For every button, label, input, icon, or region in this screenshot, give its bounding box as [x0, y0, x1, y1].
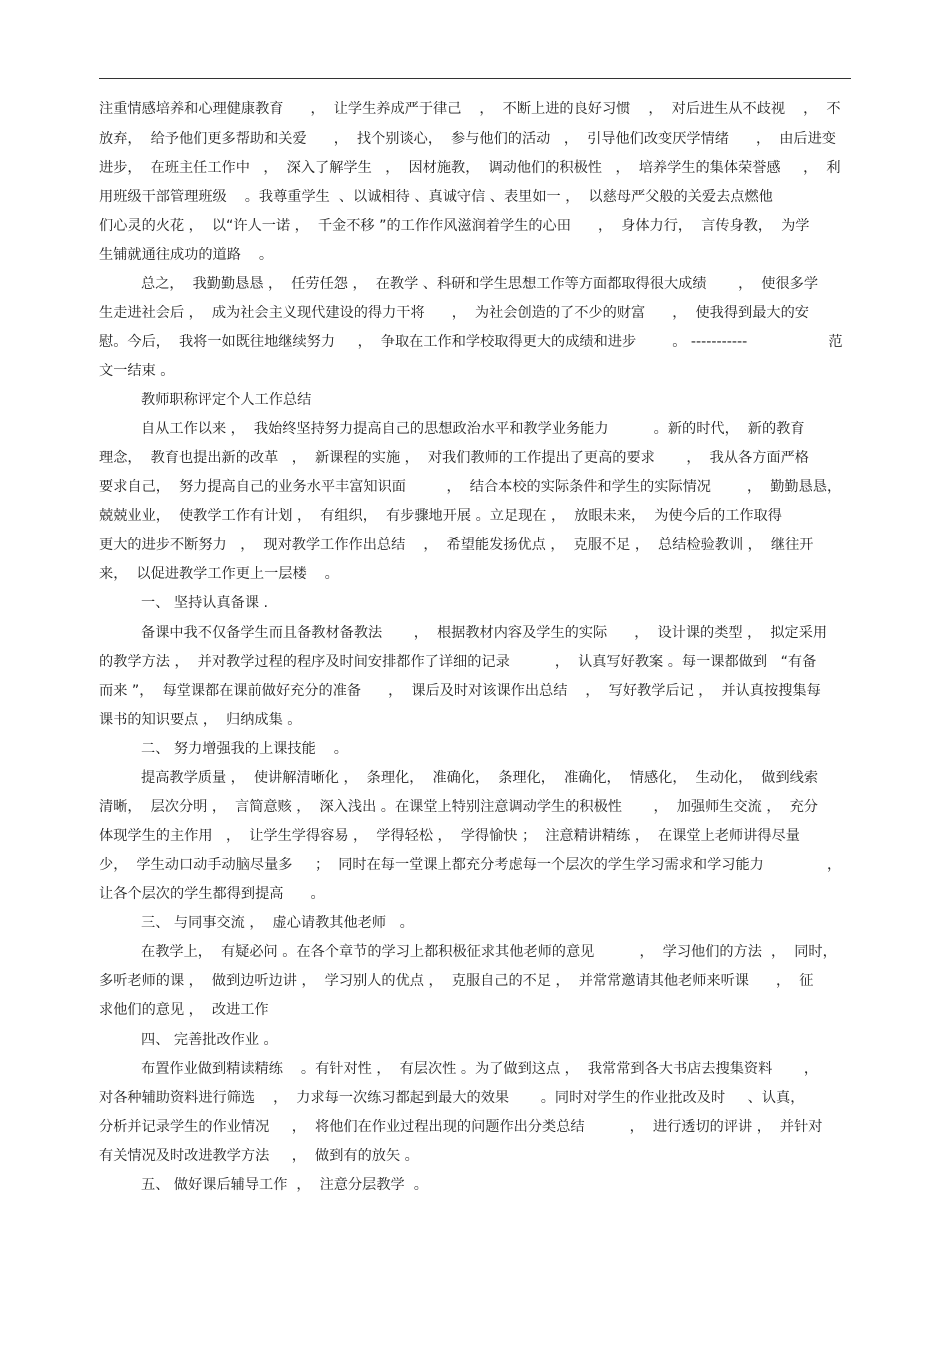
text-line: 五、 做好课后辅导工作 ， 注意分层教学 。 [141, 1177, 428, 1193]
text-line: 教师职称评定个人工作总结 [141, 392, 312, 408]
text-line: 备课中我不仅备学生而且备教材备教法 ， 根据教材内容及学生的实际 ， 设计课的类型 ， 拟定采用 [141, 625, 828, 641]
text-line: 三、 与同事交流 ， 虚心请教其他老师 。 [141, 915, 414, 931]
text-line: 对各种辅助资料进行筛选 ， 力求每一次练习都起到最大的效果 。同时对学生的作业批改及时 、认真， [99, 1090, 805, 1106]
text-line: 生走进社会后 ， 成为社会主义现代建设的得力干将 ， 为社会创造的了不少的财富 ， 使我得到最大的安 [99, 305, 809, 321]
text-line: 用班级干部管理班级 。我尊重学生 、以诚相待 、真诚守信 、表里如一 ， 以慈母严父般的关爱去点燃他 [99, 189, 773, 205]
text-line: 放弃， 给予他们更多帮助和关爱 ， 找个别谈心， 参与他们的活动 ， 引导他们改变厌学情绪 ， 由后进变 [99, 131, 836, 147]
text-line: 注重情感培养和心理健康教育 ， 让学生养成严于律己 ， 不断上进的良好习惯 ， 对后进生从不歧视 ， 不 [99, 101, 841, 117]
text-line: 分析并记录学生的作业情况 ， 将他们在作业过程出现的问题作出分类总结 ， 进行透切的评讲 ， 并针对 [99, 1119, 823, 1135]
text-line: 进步， 在班主任工作中 ， 深入了解学生 ， 因材施教， 调动他们的积极性 ， 培养学生的集体荣誉感 ， 利 [99, 160, 841, 176]
text-line: 布置作业做到精读精练 。有针对性 ， 有层次性 。为了做到这点 ， 我常常到各大书店去搜集资料 ， [141, 1061, 819, 1077]
text-line: 兢兢业业， 使教学工作有计划 ， 有组织， 有步骤地开展 。立足现在 ， 放眼未来， 为使今后的工作取得 [99, 508, 782, 524]
text-line: 而来 ”， 每堂课都在课前做好充分的准备 ， 课后及时对该课作出总结 ， 写好教学后记 ， 并认真按搜集每 [99, 683, 821, 699]
text-line: 四、 完善批改作业 。 [141, 1032, 278, 1048]
text-line: 更大的进步不断努力 ， 现对教学工作作出总结 ， 希望能发扬优点 ， 克服不足 ， 总结检验教训 ， 继往开 [99, 537, 814, 553]
text-line: 有关情况及时改进教学方法 ， 做到有的放矢 。 [99, 1148, 419, 1164]
text-line: 自从工作以来 ， 我始终坚持努力提高自己的思想政治水平和教学业务能力 。新的时代， 新的教育 [141, 421, 805, 437]
text-line: 少， 学生动口动手动脑尽量多 ； 同时在每一堂课上都充分考虑每一个层次的学生学习需求和学习能力 ， [99, 857, 842, 873]
text-line: 要求自己， 努力提高自己的业务水平丰富知识面 ， 结合本校的实际条件和学生的实际情况 ， 勤勤恳恳， [99, 479, 842, 495]
text-line: 清晰， 层次分明 ， 言简意赅 ， 深入浅出 。在课堂上特别注意调动学生的积极性 ， 加强师生交流 ， 充分 [99, 799, 818, 815]
header-rule [99, 78, 851, 79]
text-line: 二、 努力增强我的上课技能 。 [141, 741, 348, 757]
text-line: 让各个层次的学生都得到提高 。 [99, 886, 325, 902]
text-line: 多听老师的课 ， 做到边听边讲 ， 学习别人的优点 ， 克服自己的不足 ， 并常常邀请其他老师来听课 ， 征 [99, 973, 814, 989]
text-line: 提高教学质量 ， 使讲解清晰化 ， 条理化， 准确化， 条理化， 准确化， 情感化， 生动化， 做到线索 [141, 770, 819, 786]
text-line: 生铺就通往成功的道路 。 [99, 247, 274, 263]
text-line: 的教学方法 ， 并对教学过程的程序及时间安排都作了详细的记录 ， 认真写好教案 。每一课都做到 “有备 [99, 654, 817, 670]
text-line: 在教学上， 有疑必问 。在各个章节的学习上都积极征求其他老师的意见 ， 学习他们的方法 ， 同时， [141, 944, 837, 960]
text-line: 总之， 我勤勤恳恳 ， 任劳任怨 ， 在教学 、科研和学生思想工作等方面都取得很大成绩 ， 使很多学 [141, 276, 819, 292]
text-line: 慰。今后， 我将一如既往地继续努力 ， 争取在工作和学校取得更大的成绩和进步 。 ----------- 范 [99, 334, 843, 350]
text-line: 来， 以促进教学工作更上一层楼 。 [99, 566, 339, 582]
text-line: 文一结束 。 [99, 363, 175, 379]
text-line: 课书的知识要点 ， 归纳成集 。 [99, 712, 302, 728]
text-line: 求他们的意见 ， 改进工作 [99, 1002, 269, 1018]
text-line: 们心灵的火花 ， 以“许人一诺 ， 千金不移 ”的工作作风滋润着学生的心田 ， 身体力行， 言传身教， 为学 [99, 218, 810, 234]
text-line: 体现学生的主作用 ， 让学生学得容易 ， 学得轻松 ， 学得愉快 ； 注意精讲精练 ， 在课堂上老师讲得尽量 [99, 828, 800, 844]
text-line: 理念， 教育也提出新的改革 ， 新课程的实施 ， 对我们教师的工作提出了更高的要求 ， 我从各方面严格 [99, 450, 809, 466]
text-line: 一、 坚持认真备课 . [141, 595, 269, 611]
